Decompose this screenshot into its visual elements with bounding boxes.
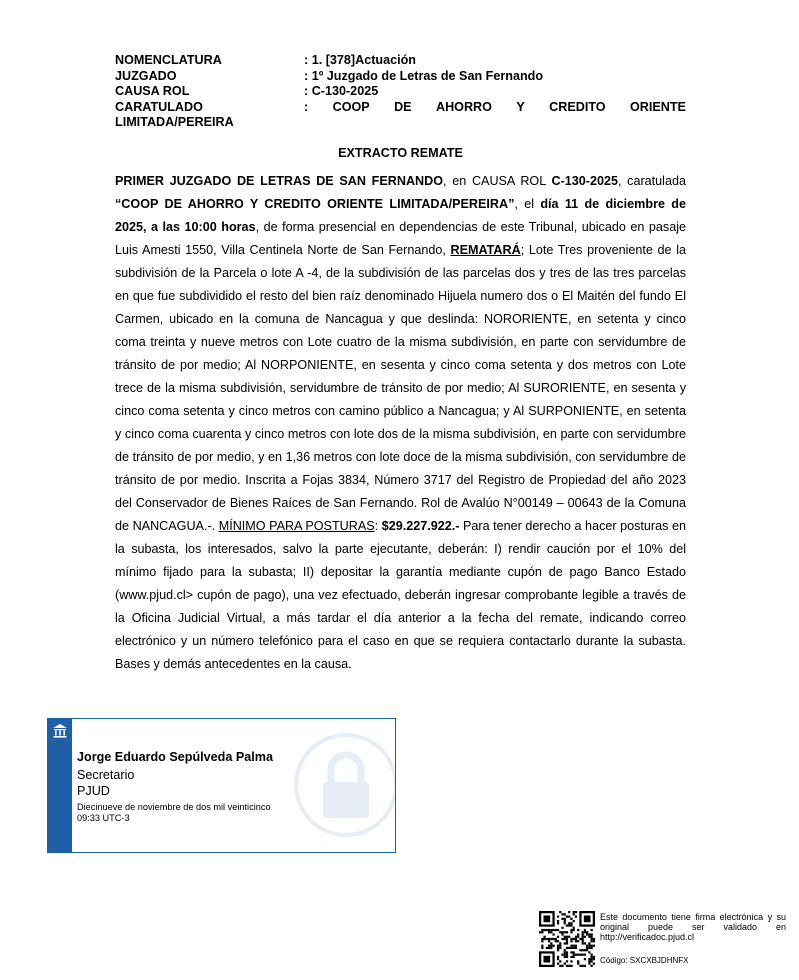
court-name: PRIMER JUZGADO DE LETRAS DE SAN FERNANDO xyxy=(115,174,444,188)
auction-datetime: día 11 de diciembre de 2025, a las 10:00 horas xyxy=(115,197,686,234)
header-row-juzgado xyxy=(115,69,686,85)
caratulado-word: Y xyxy=(516,99,525,114)
caratulado-word: CREDITO xyxy=(549,99,606,114)
case-header xyxy=(115,53,686,131)
minimum-bid-label: MÍNIMO PARA POSTURAS xyxy=(218,519,375,533)
caratulado-continuation: LIMITADA/PEREIRA xyxy=(115,115,234,129)
signer-role: Secretario xyxy=(77,768,135,782)
signature-accent-bar xyxy=(48,719,72,852)
juzgado-value: : 1º Juzgado de Letras de San Fernando xyxy=(304,68,544,83)
causa-label: CAUSA ROL xyxy=(115,84,190,98)
bidding-conditions: Para tener derecho a hacer posturas en la subasta, los interesados, salvo la parte ejecutante, deberán: I) rendir caución por el 10% del mínimo fijado para la subasta; II) depositar la garantía mediante cupón de pago Banco Estado (www.pjud.cl> cupón de pago), una vez efectuado, deberán ingresar comprobante legible a través de la Oficina Judicial Virtual, a más tardar el día anterior a la fecha del remate, indicando correo electrónico y un número telefónico para el caso en que se requiera contactarlo durante la subasta. Bases y demás antecedentes en la causa. xyxy=(115,519,686,671)
body-text-segment: , caratulada xyxy=(617,174,686,188)
causa-value: : C-130-2025 xyxy=(304,84,379,98)
caratulado-label: CARATULADO xyxy=(115,99,203,114)
caratulado-word: AHORRO xyxy=(435,99,492,114)
header-row-causa xyxy=(115,84,686,100)
property-description: ; Lote Tres proveniente de la subdivisión de la Parcela o lote A -4, de la subdivisión de las parcelas dos y tres de las tres parcelas en que fue subdividido el resto del bien raíz denominado Hijuela numero dos o El Maitén del fundo El Carmen, ubicado en la comuna de Nancagua y que deslinda: NORORIENTE, en setenta y cinco coma treinta y nueve metros con Lote cuatro de la misma subdivisión, en parte con servidumbre de tránsito de por medio; Al NORPONIENTE, en sesenta y cinco coma setenta y dos metros con Lote trece de la misma subdivisión, servidumbre de tránsito de por medio; Al SURORIENTE, en sesenta y cinco coma setenta y cinco metros con camino público a Nancagua; y Al SURPONIENTE, en setenta y cinco coma cuarenta y cinco metros con lote dos de la misma subdivisión, en parte con servidumbre de tránsito de por medio, y en 1,36 metros con lote doce de la misma subdivisión, con servidumbre de tránsito de por medio. Inscrita a Fojas 3834, Número 3717 del Registro de Propiedad del año 2023 del Conservador de Bienes Raíces de San Fernando. Rol de Avalúo N°00149 – 00643 de la Comuna de NANCAGUA.-. xyxy=(115,243,686,533)
nomenclatura-value: : 1. [378]Actuación xyxy=(304,53,416,67)
verification-notice: Este documento tiene firma electrónica y su original puede ser validado en http://verificadoc.pjud.cl xyxy=(600,912,786,943)
extract-body xyxy=(115,170,686,676)
qr-code-icon xyxy=(539,911,595,967)
header-row-nomenclatura xyxy=(115,53,686,69)
caratulado-word: COOP xyxy=(332,99,370,114)
nomenclatura-label: NOMENCLATURA xyxy=(115,53,222,67)
document-title: EXTRACTO REMATE xyxy=(338,146,463,160)
institution-icon xyxy=(52,723,68,739)
case-title: “COOP DE AHORRO Y CREDITO ORIENTE LIMITADA/PEREIRA” xyxy=(115,197,515,211)
signer-organization: PJUD xyxy=(77,784,110,798)
signer-name: Jorge Eduardo Sepúlveda Palma xyxy=(77,750,273,764)
header-row-caratulado xyxy=(115,100,686,116)
minimum-bid-amount: $29.227.922.- xyxy=(381,519,460,533)
body-text-segment: , el xyxy=(514,197,541,211)
caratulado-word: : xyxy=(304,99,309,114)
body-text-segment: , de forma presencial en dependencias de este Tribunal, ubicado en pasaje Luis Amesti 1550, Villa Centinela Norte de San Fernando, xyxy=(115,220,686,257)
electronic-signature-box xyxy=(47,718,396,853)
caratulado-word: DE xyxy=(394,99,412,114)
caratulado-value xyxy=(304,100,686,116)
signature-time: 09:33 UTC-3 xyxy=(77,812,130,823)
auction-keyword: REMATARÁ xyxy=(450,243,521,257)
signature-timestamp xyxy=(77,802,317,823)
body-text-segment: , en CAUSA ROL xyxy=(443,174,552,188)
body-text-segment: : xyxy=(374,519,382,533)
juzgado-label: JUZGADO xyxy=(115,68,177,83)
caratulado-word: ORIENTE xyxy=(629,99,686,114)
signature-date: Diecinueve de noviembre de dos mil veinticinco xyxy=(77,802,271,812)
verification-code: Código: SXCXBJDHNFX xyxy=(600,956,689,965)
extract-paragraph xyxy=(115,170,686,676)
case-number: C-130-2025 xyxy=(551,174,618,188)
